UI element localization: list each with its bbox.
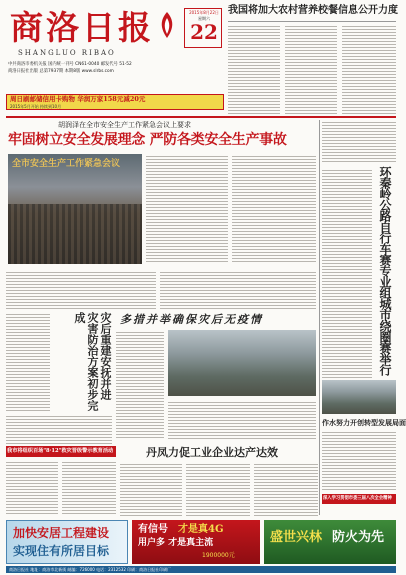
issue-weekday: 星期六 <box>198 16 210 21</box>
middle-feature-photo <box>168 330 316 396</box>
bottom-center-body-3 <box>254 462 318 516</box>
lead-story <box>6 120 318 270</box>
lead-headline: 牢固树立安全发展理念 严防各类安全生产事故 <box>8 132 287 148</box>
footer-text: 商洛日报社 地址：商洛市北新街 邮编：726000 电话：2312532 印刷：商洛日报社印刷厂 <box>9 567 172 572</box>
bottom-left-body-2 <box>62 460 116 516</box>
middle-feature-body-left <box>116 330 164 440</box>
publisher-line: 中共商洛市委机关报 国内统一刊号 CN61-0040 邮发代号 51-52 <box>8 62 132 67</box>
right-box-headline: 作水努力开创转型发展局面 <box>322 418 406 427</box>
newspaper-logo-icon <box>156 10 178 40</box>
ad-telecom-brand: 有信号 <box>138 524 168 535</box>
lead-kicker: 胡润泽在全市安全生产工作紧急会议上要求 <box>58 121 191 129</box>
issue-date: 2015年8月22日 <box>189 10 219 15</box>
top-story <box>228 4 396 114</box>
sponsor-line: 商洛日报社出版 总第7937期 本期8版 www.slrbs.com <box>8 69 114 74</box>
banner-line2: 2015年5月开始 持续到10月 <box>10 104 62 109</box>
bottom-center-body-2 <box>186 462 250 516</box>
bottom-left-headline: 我市将组织百场"8·12"救灾晋级警示教育活动 <box>7 448 114 454</box>
right-column <box>322 120 406 460</box>
ad-telecom-slogan: 才是真4G <box>178 524 224 535</box>
right-column-vertical-headline: 环秦岭公路自行车赛专业组城市绕圈赛举行 <box>378 166 392 375</box>
right-column-top-body <box>322 120 396 164</box>
lead-continuation-2 <box>160 270 316 310</box>
banner-line1: 周日刷邮储信用卡购物 华润万家158元减20元 <box>10 95 146 103</box>
bottom-left-header <box>6 446 116 457</box>
left-mid-body <box>6 414 112 444</box>
ad-forestry <box>264 520 396 564</box>
lead-body-2 <box>232 154 316 264</box>
ad-telecom-line2: 用户多 才是真主流 <box>138 538 214 548</box>
ad-telecom <box>132 520 260 564</box>
right-box-banner-text: 深入学习贯彻市委三届八次全会精神 <box>323 496 392 501</box>
masthead-title: 商洛日报 <box>10 8 154 47</box>
masthead <box>6 4 224 90</box>
ad-housing-line2: 实现住有所居目标 <box>13 544 110 558</box>
right-column-photo <box>322 380 396 414</box>
right-box-banner <box>322 494 396 504</box>
right-column-body <box>322 168 372 378</box>
lead-body <box>146 154 228 264</box>
left-feature-vertical-headline: 灾后重建安抚并进 灾害防治方案初步完成 <box>73 312 112 411</box>
ad-housing-line1: 加快安居工程建设 <box>13 526 110 540</box>
issue-number: 22 <box>190 20 218 44</box>
ad-housing <box>6 520 128 564</box>
middle-feature-headline: 多措并举确保灾后无疫情 <box>120 313 263 326</box>
top-story-body-3 <box>342 24 396 114</box>
bottom-left <box>6 446 116 516</box>
left-feature-body <box>6 312 50 412</box>
masthead-pinyin: SHANGLUO RIBAO <box>18 49 116 57</box>
masthead-banner <box>6 94 224 110</box>
lead-continuation <box>6 270 156 310</box>
bottom-left-body <box>6 460 58 516</box>
date-box <box>184 8 222 48</box>
top-story-body-2 <box>285 24 337 114</box>
ad-forestry-line2: 防火为先 <box>332 530 385 545</box>
footer <box>6 566 396 573</box>
lead-photo-caption: 全市安全生产工作紧急会议 <box>12 159 121 169</box>
lead-photo <box>8 154 142 264</box>
bottom-center <box>120 446 318 516</box>
ad-forestry-line1: 盛世兴林 <box>270 530 323 545</box>
ad-telecom-promo: 1900000元 <box>202 552 235 559</box>
top-story-headline: 我国将加大农村营养校餐信息公开力度 <box>228 5 398 16</box>
left-feature <box>6 312 112 412</box>
right-box-body <box>322 430 396 490</box>
middle-feature <box>116 312 316 442</box>
bottom-center-headline: 丹凤力促工业企业达产达效 <box>146 446 278 459</box>
middle-feature-body-right <box>168 400 316 440</box>
bottom-center-body <box>120 462 182 516</box>
top-story-body <box>228 24 280 114</box>
right-box <box>322 418 406 514</box>
